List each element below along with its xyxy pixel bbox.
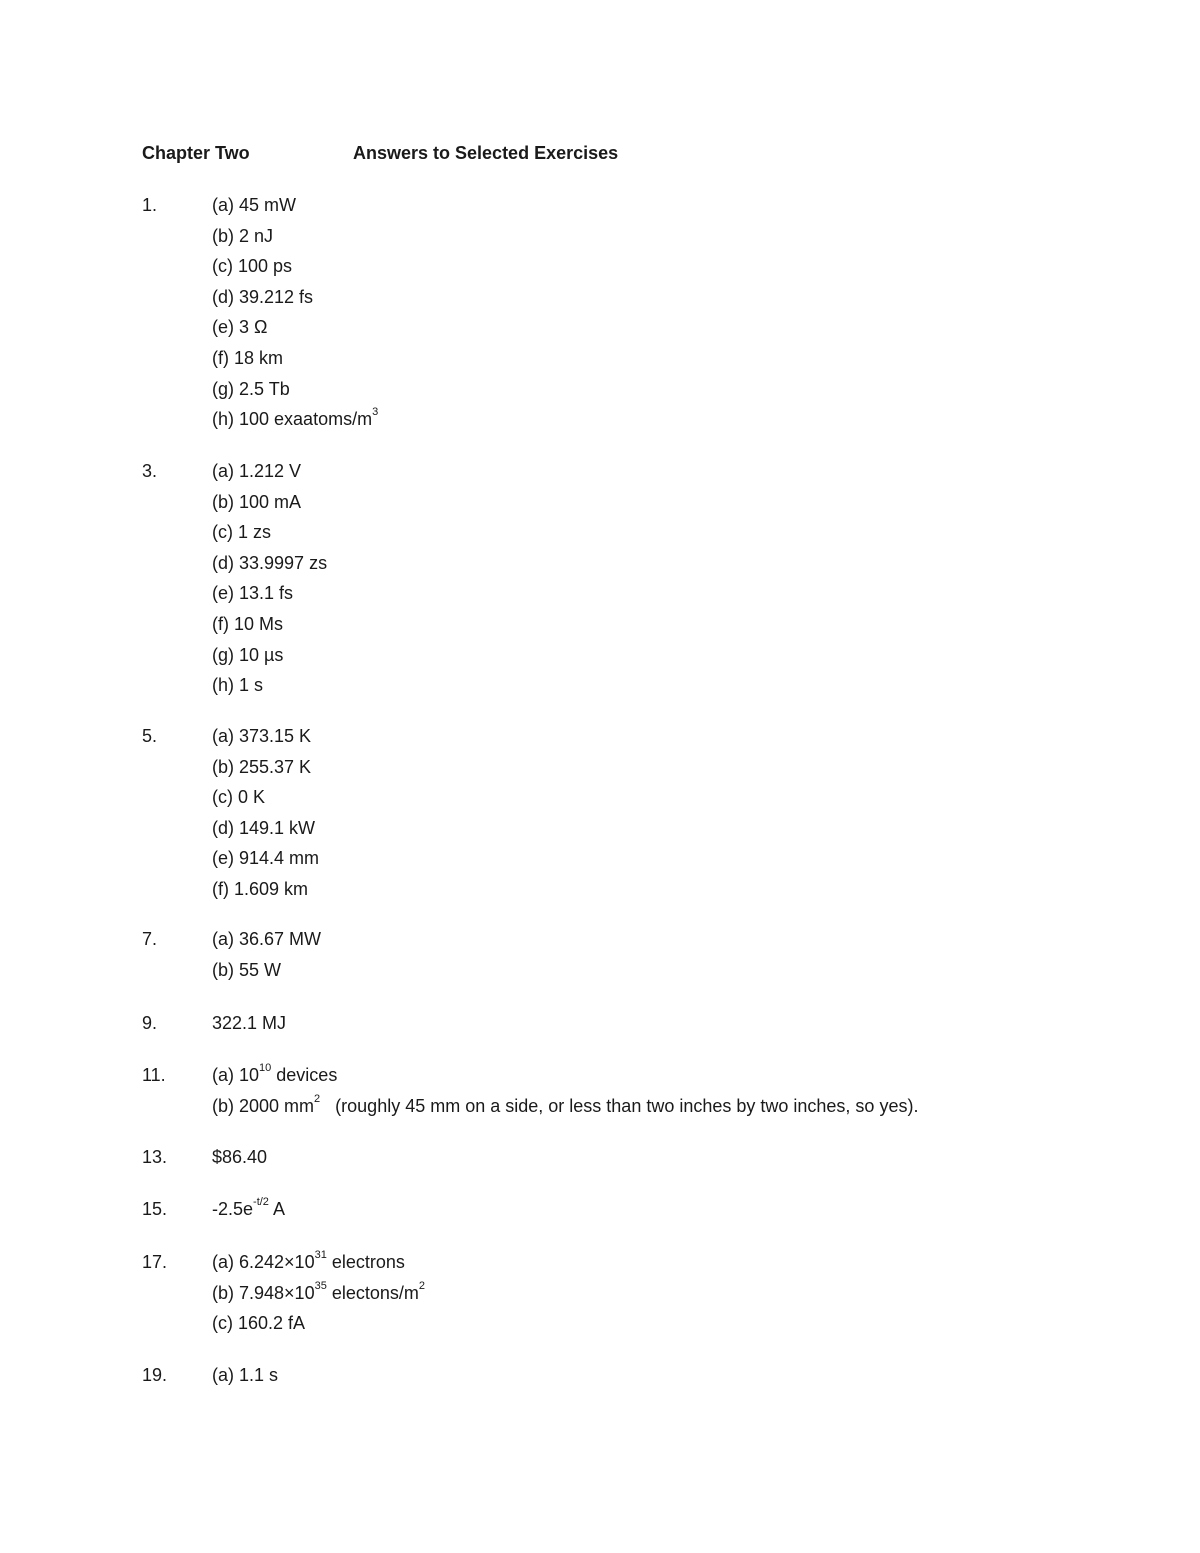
answer-text: (h) 1 s — [212, 675, 264, 696]
answer-text: 322.1 MJ — [212, 1013, 287, 1033]
answer-line — [212, 1011, 286, 1035]
exercise-number: 15. — [142, 1199, 168, 1219]
answer-text: (a) 6.242×10 — [212, 1252, 315, 1272]
answer-text: (h) 100 exaatoms/m — [212, 409, 373, 430]
answer-text: (g) 10 µs — [212, 644, 284, 665]
answer-text: (a) 36.67 MW — [212, 929, 322, 949]
exercise-number: 13. — [142, 1147, 168, 1167]
superscript: -t/2 — [253, 1196, 269, 1208]
answer-line — [212, 958, 281, 982]
answer-line — [212, 1063, 337, 1087]
answer-text: (b) 100 mA — [212, 491, 302, 512]
answer-line — [212, 254, 292, 278]
answer-line — [212, 877, 308, 901]
answer-text: (a) 45 mW — [212, 195, 297, 215]
answer-line — [212, 1145, 267, 1169]
answer-text: (e) 3 Ω — [212, 317, 268, 338]
answer-line — [212, 377, 290, 401]
answer-text: $86.40 — [212, 1147, 268, 1167]
answer-text: (c) 100 ps — [212, 256, 293, 277]
answer-text: (f) 10 Ms — [212, 614, 284, 634]
answer-text: (b) 255.37 K — [212, 756, 312, 777]
superscript: 10 — [259, 1062, 272, 1074]
answer-line — [212, 1094, 918, 1118]
answer-text: (c) 1 zs — [212, 522, 272, 543]
answer-text: (d) 149.1 kW — [212, 817, 316, 838]
answer-text: (e) 13.1 fs — [212, 583, 294, 604]
answer-line — [212, 612, 283, 636]
answer-suffix: A — [268, 1199, 285, 1219]
answer-line — [212, 581, 293, 605]
answer-line — [212, 724, 311, 748]
answer-line — [212, 407, 378, 431]
answer-line — [212, 755, 311, 779]
answer-line — [212, 643, 283, 667]
answer-text: (b) 2 nJ — [212, 225, 274, 246]
exercise-number: 5. — [142, 726, 158, 746]
superscript: 2 — [314, 1092, 321, 1105]
answer-text: (a) 373.15 K — [212, 726, 312, 746]
exercise-number: 19. — [142, 1365, 168, 1385]
answer-text: -2.5e — [212, 1199, 254, 1219]
answer-suffix: electons/m — [326, 1282, 419, 1303]
answer-line — [212, 459, 301, 483]
answer-line — [212, 927, 321, 951]
exercise-number: 17. — [142, 1252, 168, 1272]
answer-text: (e) 914.4 mm — [212, 848, 320, 869]
answer-line — [212, 520, 271, 544]
answer-line — [212, 1250, 405, 1274]
answer-line — [212, 1197, 285, 1221]
answer-line — [212, 1363, 278, 1387]
exercise-number: 9. — [142, 1013, 158, 1033]
exercise-number: 1. — [142, 195, 158, 215]
answer-suffix: (roughly 45 mm on a side, or less than two inches by two inches, so yes). — [320, 1095, 919, 1116]
answer-line — [212, 846, 319, 870]
answer-text: (c) 160.2 fA — [212, 1313, 306, 1334]
answer-line — [212, 285, 313, 309]
answer-text: (a) 10 — [212, 1065, 260, 1085]
answer-text: (a) 1.1 s — [212, 1365, 279, 1385]
answer-line — [212, 1281, 425, 1305]
answer-text: (b) 55 W — [212, 959, 282, 980]
answer-line — [212, 193, 296, 217]
answer-suffix: devices — [271, 1065, 338, 1085]
answer-text: (g) 2.5 Tb — [212, 378, 290, 399]
answer-line — [212, 1311, 305, 1335]
superscript: 35 — [314, 1279, 327, 1292]
answer-line — [212, 551, 327, 575]
answer-text: (f) 1.609 km — [212, 879, 309, 899]
answer-line — [212, 785, 265, 809]
exercise-number: 7. — [142, 929, 158, 949]
superscript: 3 — [372, 406, 379, 419]
answer-text: (b) 2000 mm — [212, 1095, 315, 1116]
superscript: 2 — [418, 1279, 425, 1292]
answer-text: (d) 39.212 fs — [212, 286, 314, 307]
answer-line — [212, 816, 315, 840]
answer-text: (d) 33.9997 zs — [212, 552, 328, 573]
page-title: Answers to Selected Exercises — [353, 143, 619, 163]
chapter-label: Chapter Two — [142, 143, 250, 163]
answer-text: (f) 18 km — [212, 348, 284, 368]
exercise-number: 11. — [142, 1065, 166, 1085]
answer-line — [212, 315, 267, 339]
answer-suffix: electrons — [326, 1252, 405, 1272]
answer-text: (a) 1.212 V — [212, 461, 302, 481]
answer-line — [212, 346, 283, 370]
answer-line — [212, 490, 301, 514]
answer-line — [212, 673, 263, 697]
answer-text: (c) 0 K — [212, 787, 266, 808]
superscript: 31 — [314, 1249, 327, 1261]
answer-line — [212, 224, 273, 248]
answer-text: (b) 7.948×10 — [212, 1282, 315, 1303]
exercise-number: 3. — [142, 461, 158, 481]
